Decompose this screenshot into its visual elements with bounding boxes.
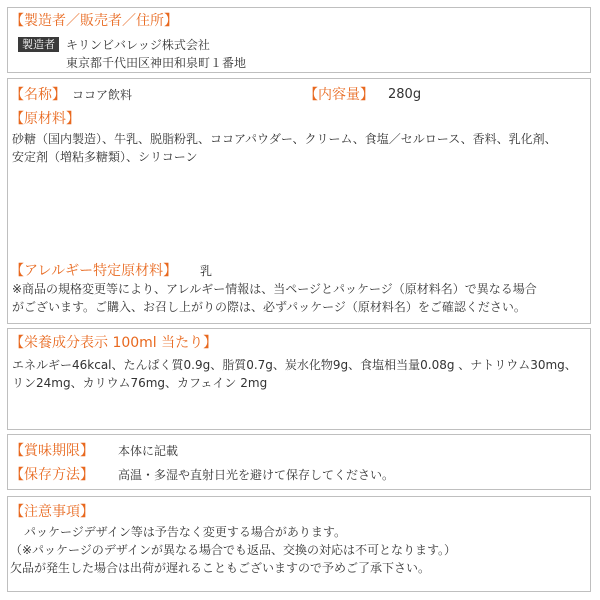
volume-header: 【内容量】 bbox=[304, 87, 374, 103]
expiry-value: 本体に記載 bbox=[118, 444, 179, 458]
ingredients-header: 【原材料】 bbox=[10, 111, 80, 127]
nutrition-section bbox=[7, 328, 591, 430]
manufacturer-badge: 製造者 bbox=[18, 37, 59, 52]
nutrition-header: 【栄養成分表示 100ml 当たり】 bbox=[10, 335, 218, 351]
nutrition-line-2: リン24mg、カリウム76mg、カフェイン 2mg bbox=[12, 376, 268, 390]
name-value: ココア飲料 bbox=[72, 88, 133, 102]
allergy-value: 乳 bbox=[200, 264, 213, 278]
nutrition-line-1: エネルギー46kcal、たんぱく質0.9g、脂質0.7g、炭水化物9g、食塩相当量0.08g 、ナトリウム30mg、 bbox=[12, 358, 577, 372]
notes-line-2: （※パッケージのデザインが異なる場合でも返品、交換の対応は不可となります。） bbox=[10, 543, 457, 557]
volume-value: 280g bbox=[388, 87, 422, 102]
ingredients-line-1: 砂糖（国内製造）、牛乳、脱脂粉乳、ココアパウダー、クリーム、食塩／セルロース、香料、乳化剤、 bbox=[12, 132, 557, 146]
company-address: 東京都千代田区神田和泉町１番地 bbox=[66, 56, 247, 70]
expiry-header: 【賞味期限】 bbox=[10, 443, 94, 459]
storage-section bbox=[7, 434, 591, 490]
allergy-note-line-1: ※商品の規格変更等により、アレルギー情報は、当ページとパッケージ（原材料名）で異なる場合 bbox=[12, 282, 537, 296]
storage-method-value: 高温・多湿や直射日光を避けて保存してください。 bbox=[118, 468, 395, 482]
ingredients-line-2: 安定剤（増粘多糖類）、シリコーン bbox=[12, 150, 198, 164]
allergy-header: 【アレルギー特定原材料】 bbox=[10, 263, 178, 279]
notes-line-1: パッケージデザイン等は予告なく変更する場合があります。 bbox=[24, 525, 346, 539]
storage-method-header: 【保存方法】 bbox=[10, 467, 94, 483]
notes-section bbox=[7, 496, 591, 592]
notes-line-3: 欠品が発生した場合は出荷が遅れることもございますので予めご了承下さい。 bbox=[10, 561, 431, 575]
manufacturer-header: 【製造者／販売者／住所】 bbox=[10, 13, 178, 29]
company-name: キリンビバレッジ株式会社 bbox=[66, 38, 210, 52]
notes-header: 【注意事項】 bbox=[10, 504, 94, 520]
name-header: 【名称】 bbox=[10, 87, 66, 103]
product-details-section bbox=[7, 78, 591, 324]
allergy-note-line-2: がございます。ご購入、お召し上がりの際は、必ずパッケージ（原材料名）をご確認ください。 bbox=[12, 300, 526, 314]
manufacturer-section bbox=[7, 7, 591, 73]
